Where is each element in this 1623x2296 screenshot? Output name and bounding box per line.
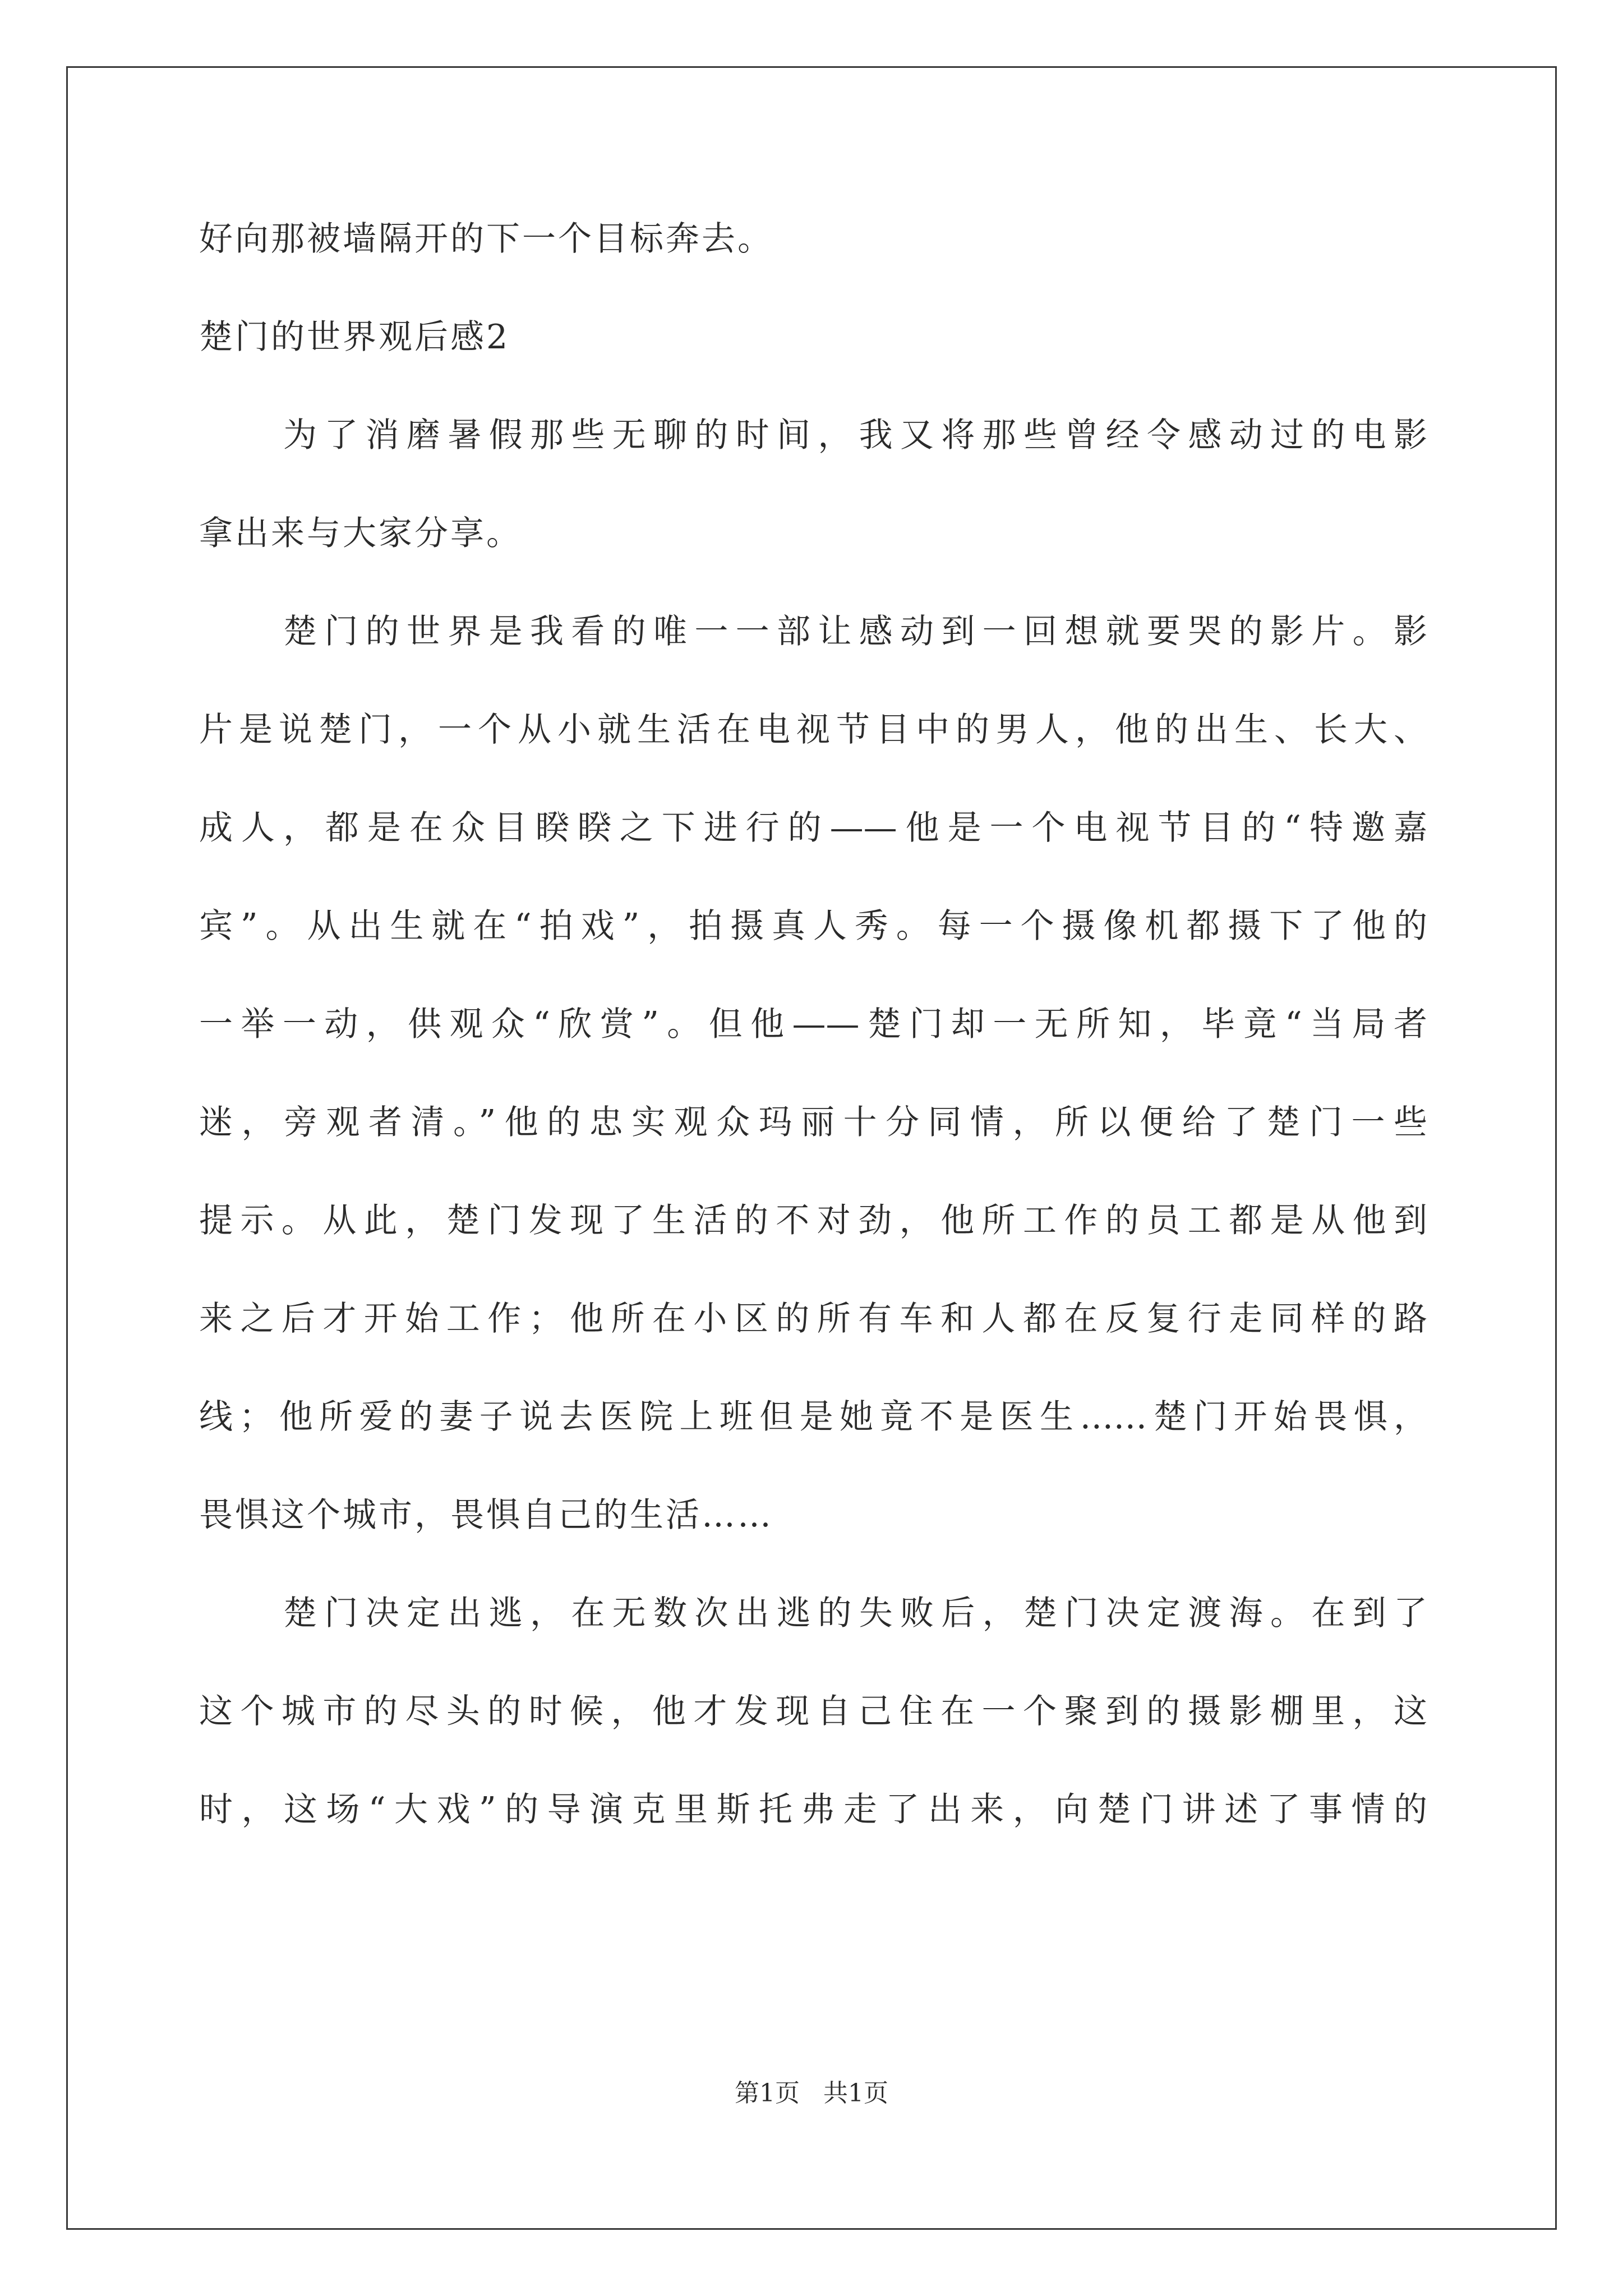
page-border [66, 66, 1557, 2230]
section-heading: 楚门的世界观后感2 [199, 318, 510, 357]
page-total: 共1页 [823, 2079, 888, 2108]
paragraph-line: 线；他所爱的妻子说去医院上班但是她竟不是医生……楚门开始畏惧， [199, 1397, 1427, 1437]
paragraph-line: 畏惧这个城市，畏惧自己的生活…… [199, 1496, 773, 1535]
paragraph-line: 好向那被墙隔开的下一个目标奔去。 [199, 219, 773, 259]
paragraph-line: 拿出来与大家分享。 [199, 514, 522, 553]
paragraph-line: 这个城市的尽头的时候，他才发现自己住在一个聚到的摄影棚里，这 [199, 1692, 1427, 1731]
paragraph-line: 提示。从此，楚门发现了生活的不对劲，他所工作的员工都是从他到 [199, 1201, 1427, 1240]
paragraph-line: 来之后才开始工作；他所在小区的所有车和人都在反复行走同样的路 [199, 1299, 1427, 1338]
paragraph-line: 片是说楚门，一个从小就生活在电视节目中的男人，他的出生、长大、 [199, 710, 1427, 749]
paragraph-line: 为了消磨暑假那些无聊的时间，我又将那些曾经令感动过的电影 [283, 416, 1427, 455]
paragraph-line: 成人，都是在众目睽睽之下进行的——他是一个电视节目的“特邀嘉 [199, 808, 1427, 848]
paragraph-line: 楚门的世界是我看的唯一一部让感动到一回想就要哭的影片。影 [283, 612, 1427, 651]
paragraph-line: 楚门决定出逃，在无数次出逃的失败后，楚门决定渡海。在到了 [283, 1594, 1427, 1633]
page-footer [0, 2078, 1623, 2109]
paragraph-line: 宾”。从出生就在“拍戏”，拍摄真人秀。每一个摄像机都摄下了他的 [199, 907, 1427, 946]
paragraph-line: 一举一动，供观众“欣赏”。但他——楚门却一无所知，毕竟“当局者 [199, 1005, 1427, 1044]
paragraph-line: 时，这场“大戏”的导演克里斯托弗走了出来，向楚门讲述了事情的 [199, 1790, 1427, 1829]
paragraph-line: 迷，旁观者清。”他的忠实观众玛丽十分同情，所以便给了楚门一些 [199, 1103, 1427, 1142]
page-number: 第1页 [735, 2079, 800, 2108]
